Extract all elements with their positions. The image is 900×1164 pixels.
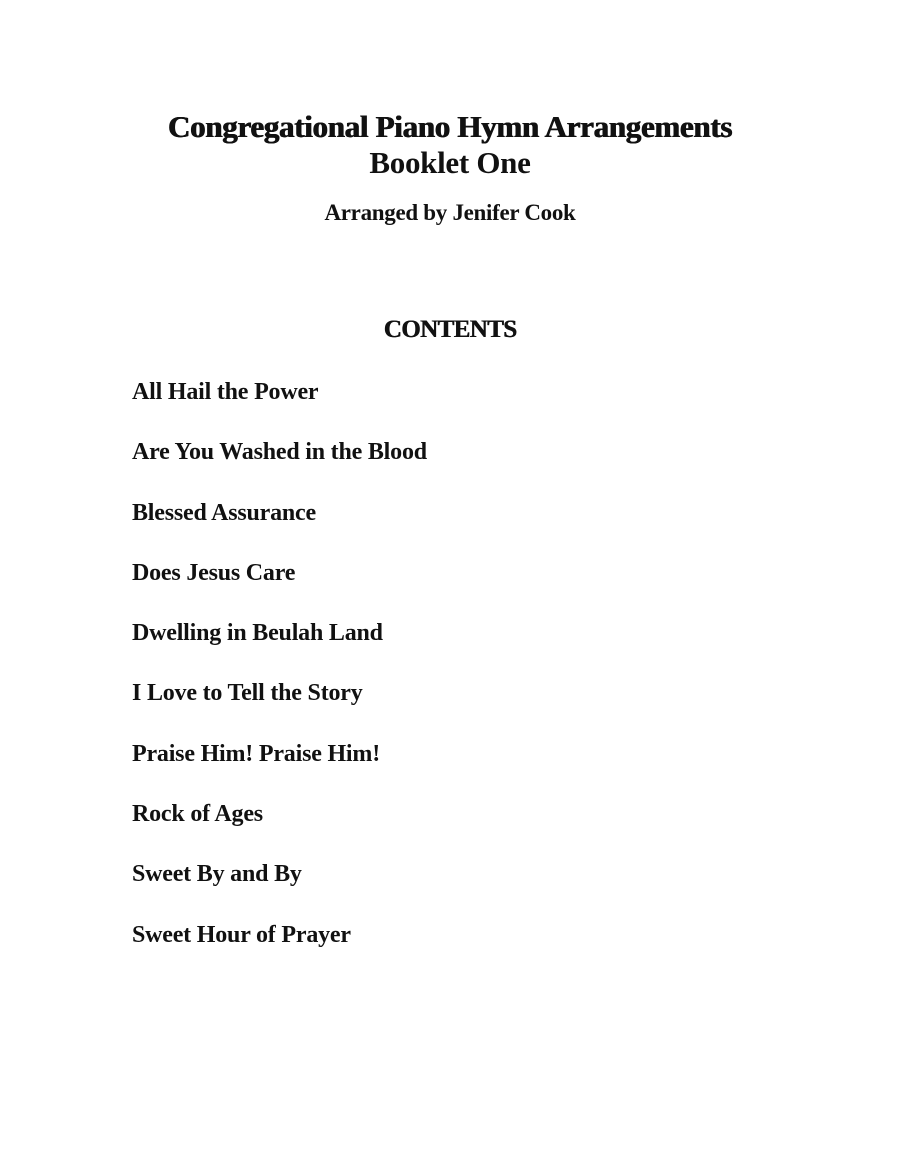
contents-item: Praise Him! Praise Him! (132, 740, 380, 767)
contents-item: Rock of Ages (132, 801, 263, 828)
contents-list (132, 374, 427, 977)
contents-item: Are You Washed in the Blood (132, 439, 427, 466)
arranger-credit: Arranged by Jenifer Cook (324, 200, 576, 225)
document-title: Congregational Piano Hymn Arrangements (167, 109, 733, 144)
contents-item: Sweet Hour of Prayer (132, 921, 351, 948)
contents-item: Blessed Assurance (132, 499, 316, 526)
document-subtitle: Booklet One (369, 145, 531, 180)
contents-heading: CONTENTS (383, 316, 517, 343)
contents-item: Dwelling in Beulah Land (132, 620, 383, 647)
contents-item: I Love to Tell the Story (132, 680, 363, 707)
contents-item: Sweet By and By (132, 861, 302, 888)
contents-item: All Hail the Power (132, 379, 319, 405)
contents-item: Does Jesus Care (132, 559, 296, 586)
